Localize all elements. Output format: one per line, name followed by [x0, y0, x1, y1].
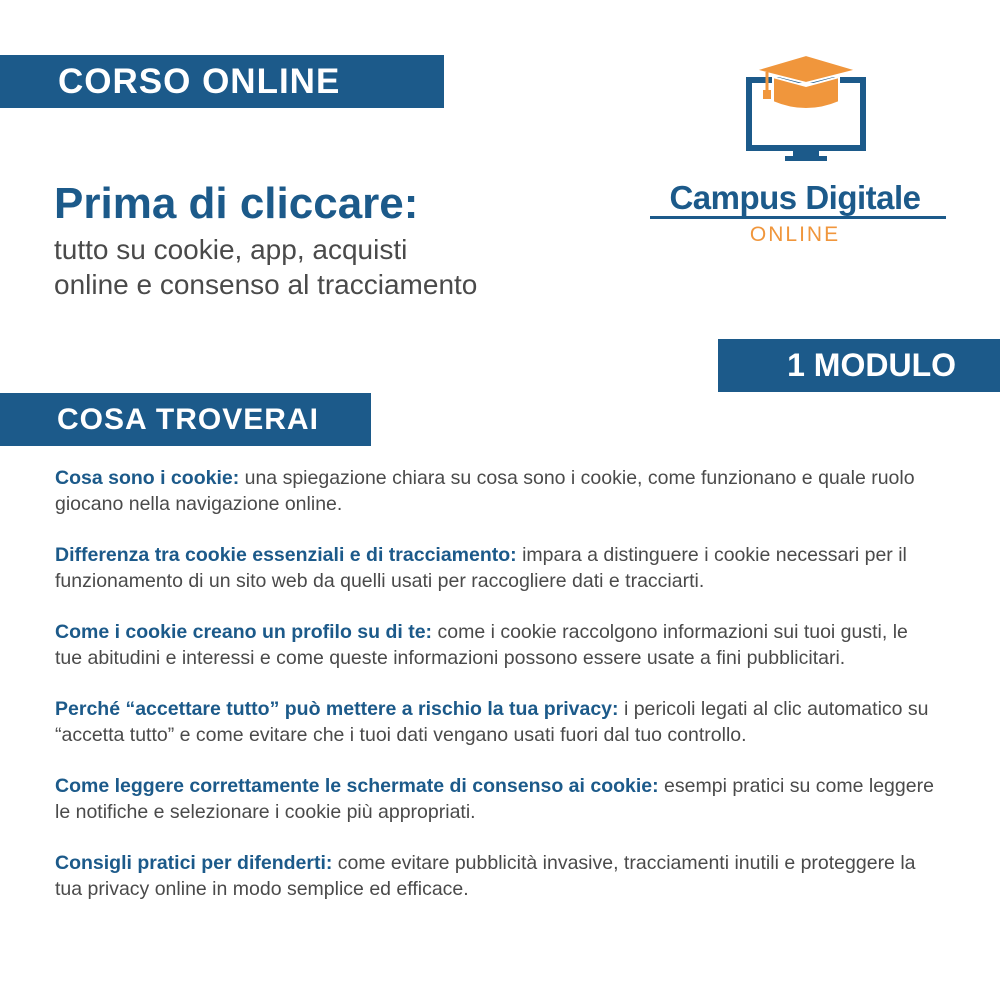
module-count-label: 1 MODULO [787, 347, 956, 383]
list-item-title: Differenza tra cookie essenziali e di tracciamento: [55, 544, 517, 566]
section-heading: COSA TROVERAI [57, 403, 319, 436]
section-heading-banner [0, 393, 371, 446]
list-item-text: come i cookie raccolgono informazioni sui tuoi gusti, le tue abitudini e interessi e come queste informazioni possono essere usate a fini pubblicitari. [55, 621, 908, 669]
course-title-block [54, 176, 614, 302]
page-title: Prima di cliccare: [54, 179, 419, 228]
logo-tagline: ONLINE [749, 223, 841, 246]
list-item-text: impara a distinguere i cookie necessari per il funzionamento di un sito web da quelli usati per raccogliere dati e tracciarti. [55, 544, 907, 592]
list-item-title: Come leggere correttamente le schermate di consenso ai cookie: [55, 775, 659, 797]
topics-list [55, 465, 935, 927]
list-item [55, 619, 935, 671]
list-item-title: Perché “accettare tutto” può mettere a rischio la tua privacy: [55, 698, 619, 720]
list-item-title: Come i cookie creano un profilo su di te: [55, 621, 433, 643]
list-item [55, 542, 935, 594]
course-type-banner [0, 55, 444, 108]
graduation-cap-monitor-icon [745, 50, 870, 180]
campus-digitale-logo [640, 50, 960, 250]
list-item-text: una spiegazione chiara su cosa sono i cookie, come funzionano e quale ruolo giocano nella navigazione online. [55, 467, 915, 515]
list-item [55, 465, 935, 517]
list-item [55, 773, 935, 825]
page-subtitle-line-1: tutto su cookie, app, acquisti [54, 234, 408, 265]
list-item-text: come evitare pubblicità invasive, tracciamenti inutili e proteggere la tua privacy online in modo semplice ed efficace. [55, 852, 916, 900]
list-item [55, 850, 935, 902]
list-item-title: Consigli pratici per difenderti: [55, 852, 333, 874]
page-subtitle-line-2: online e consenso al tracciamento [54, 269, 478, 300]
list-item-title: Cosa sono i cookie: [55, 467, 240, 489]
list-item [55, 696, 935, 748]
course-type-label: CORSO ONLINE [58, 62, 341, 101]
module-count-banner [718, 339, 1000, 392]
logo-name: Campus Digitale [669, 179, 921, 216]
logo-underline [650, 216, 946, 219]
list-item-text: i pericoli legati al clic automatico su “accetta tutto” e come evitare che i tuoi dati vengano usati fuori dal tuo controllo. [55, 698, 929, 746]
list-item-text: esempi pratici su come leggere le notifiche e selezionare i cookie più appropriati. [55, 775, 934, 823]
